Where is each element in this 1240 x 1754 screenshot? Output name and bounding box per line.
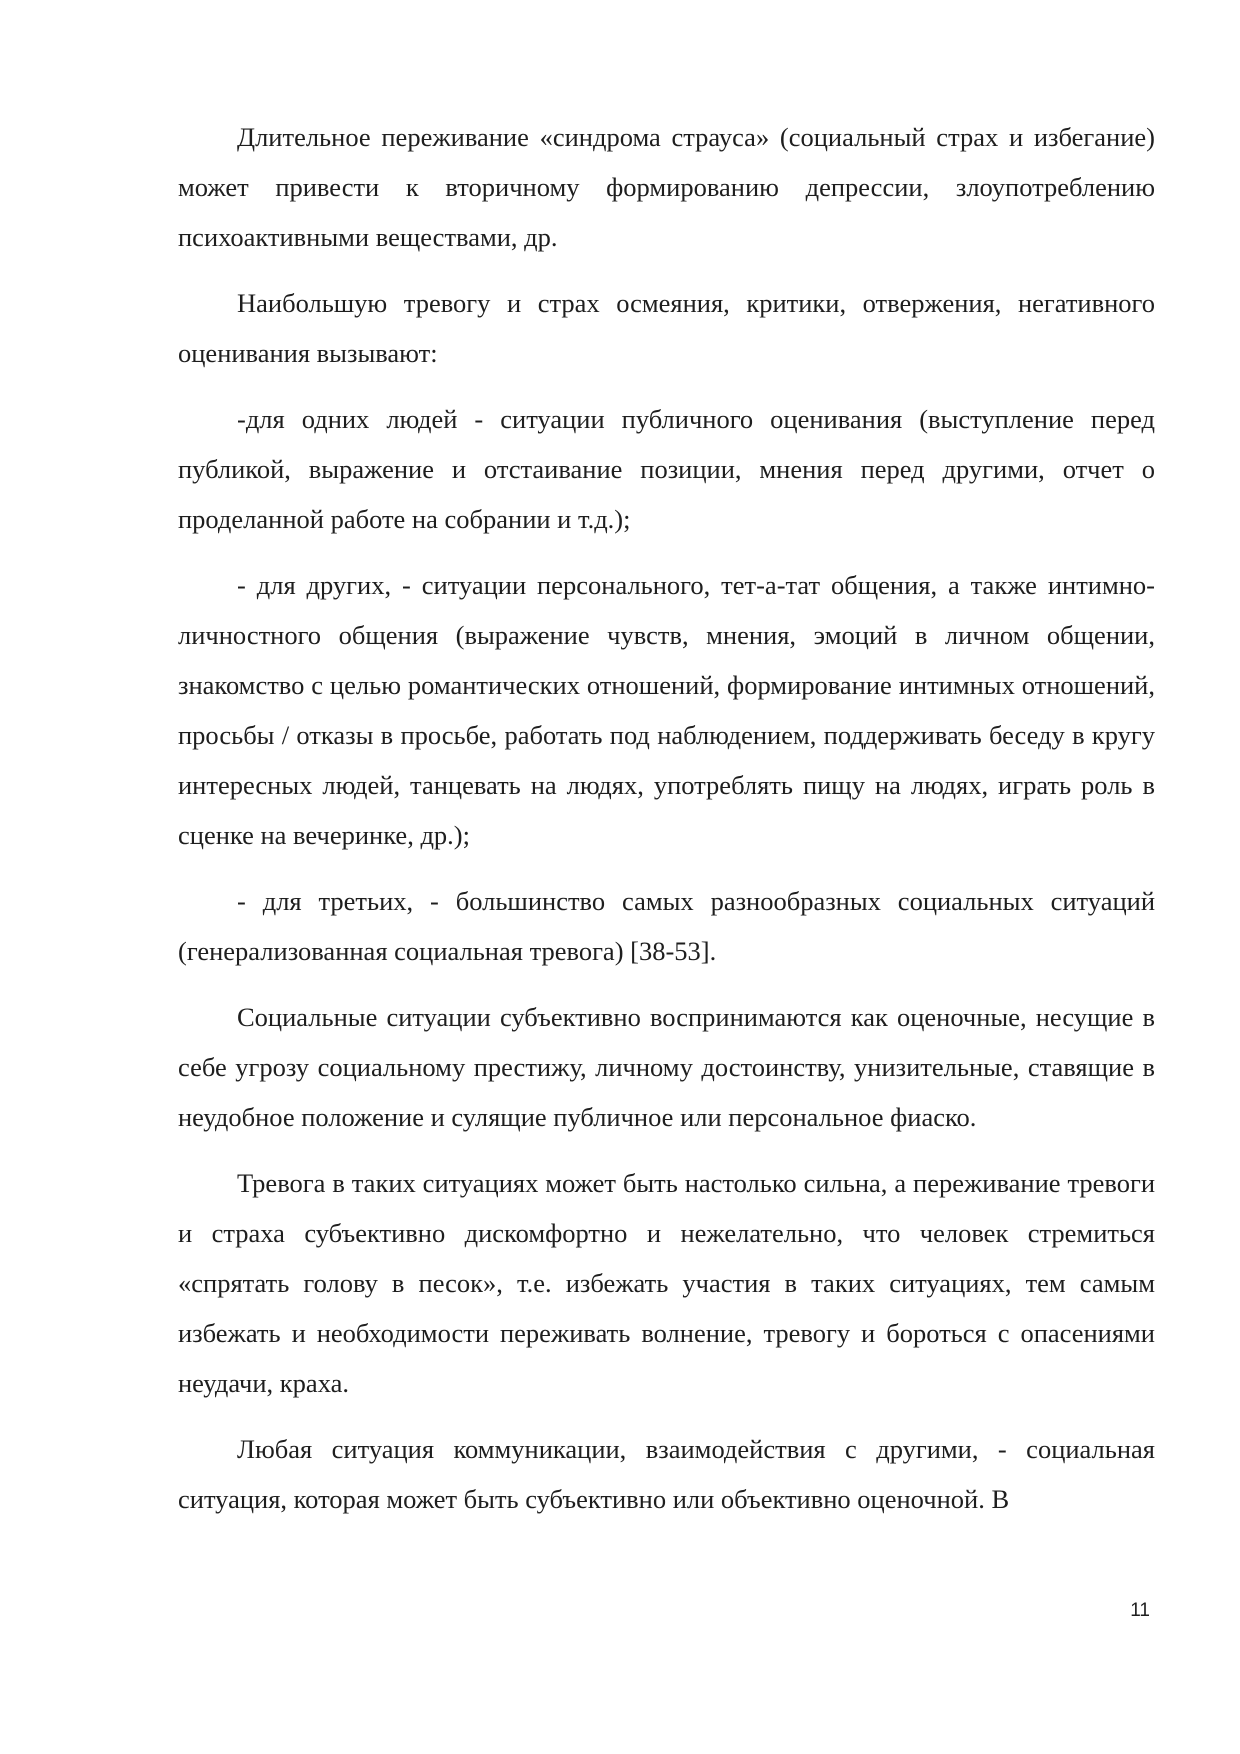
paragraph-ostrich-syndrome: Длительное переживание «синдрома страуса» (социальный страх и избегание) может привести к вторичному формированию депрессии, злоупотреблению психоактивными веществами, др. — [178, 122, 1155, 252]
page-body — [178, 112, 1155, 1524]
page-number: 11 — [1130, 1600, 1150, 1621]
paragraph-anxiety-triggers: Наибольшую тревогу и страх осмеяния, критики, отвержения, негативного оценивания вызывают: — [178, 288, 1155, 368]
paragraph-social-situations: Социальные ситуации субъективно воспринимаются как оценочные, несущие в себе угрозу социальному престижу, личному достоинству, унизительные, ставящие в неудобное положение и сулящие публичное или персональное фиаско. — [178, 1002, 1155, 1132]
paragraph-communication: Любая ситуация коммуникации, взаимодействия с другими, - социальная ситуация, которая может быть субъективно или объективно оценочной. В — [178, 1434, 1155, 1514]
paragraph-generalized-anxiety: - для третьих, - большинство самых разнообразных социальных ситуаций (генерализованная социальная тревога) [38-53]. — [178, 886, 1155, 966]
paragraph-public-evaluation: -для одних людей - ситуации публичного оценивания (выступление перед публикой, выражение и отстаивание позиции, мнения перед другими, отчет о проделанной работе на собрании и т.д.); — [178, 404, 1155, 534]
paragraph-avoidance: Тревога в таких ситуациях может быть настолько сильна, а переживание тревоги и страха субъективно дискомфортно и нежелательно, что человек стремиться «спрятать голову в песок», т.е. избежать участия в таких ситуациях, тем самым избежать и необходимости переживать волнение, тревогу и бороться с опасениями неудачи, краха. — [178, 1168, 1155, 1398]
paragraph-personal-communication: - для других, - ситуации персонального, тет-а-тат общения, а также интимно-личностного общения (выражение чувств, мнения, эмоций в личном общении, знакомство с целью романтических отношений, формирование интимных отношений, просьбы / отказы в просьбе, работать под наблюдением, поддерживать беседу в кругу интересных людей, танцевать на людях, употреблять пищу на людях, играть роль в сценке на вечеринке, др.); — [178, 570, 1155, 850]
